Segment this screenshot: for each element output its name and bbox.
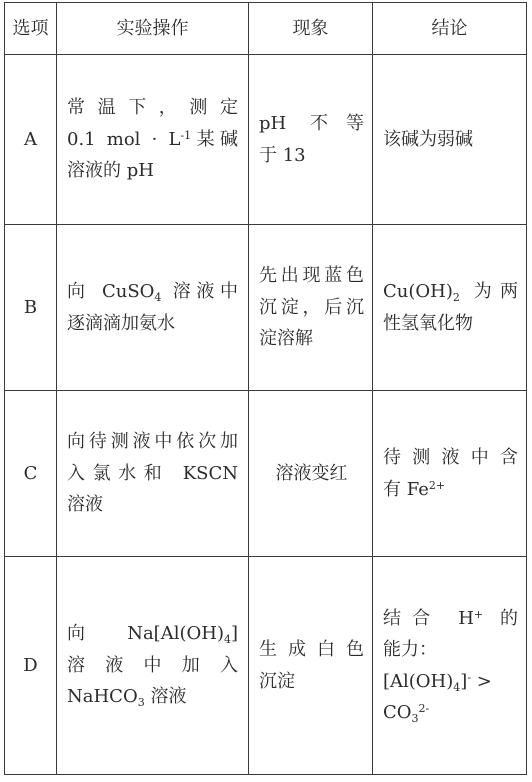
phenomenon-line: 淀溶解	[259, 328, 313, 350]
operation-line: 常温下，测定	[67, 97, 238, 119]
option-label: D	[5, 557, 57, 775]
operation-text: 溶液中	[161, 281, 238, 302]
conclusion-line: 该碱为弱碱	[383, 128, 473, 150]
operation-line	[67, 618, 238, 650]
phenomenon-cell	[249, 55, 373, 225]
conclusion-text: 为两	[459, 281, 518, 302]
phenomenon-line: 沉淀	[259, 670, 295, 692]
operation-cell	[57, 391, 249, 557]
conclusion-text: >	[471, 670, 492, 692]
operation-line	[67, 681, 238, 713]
superscript: 2-	[418, 702, 430, 715]
conclusion-text: CO	[383, 702, 412, 723]
table-row-d	[5, 557, 527, 775]
conclusion-text: 有 Fe	[383, 478, 429, 500]
superscript: 2+	[428, 478, 446, 492]
operation-line: 溶液	[67, 494, 103, 516]
operation-text: ]	[230, 623, 238, 645]
operation-cell	[57, 225, 249, 391]
conclusion-text: 的	[483, 607, 518, 629]
superscript: +	[473, 607, 484, 621]
phenomenon-cell	[249, 391, 373, 557]
operation-cell	[57, 55, 249, 225]
operation-text: 向 CuSO	[67, 281, 155, 302]
table-row-b	[5, 225, 527, 391]
conclusion-text: 结合 H	[383, 607, 474, 629]
conclusion-line: 性氢氧化物	[383, 312, 473, 334]
phenomenon-line: 生成白色	[259, 639, 364, 660]
experiment-table-container	[4, 2, 526, 774]
phenomenon-cell	[249, 225, 373, 391]
option-label: C	[5, 391, 57, 557]
operation-text: 向 Na[Al(OH)	[67, 623, 224, 645]
conclusion-cell	[373, 225, 527, 391]
phenomenon-line: 沉淀，后沉	[259, 296, 364, 318]
conclusion-cell	[373, 55, 527, 225]
conclusion-cell	[373, 391, 527, 557]
conclusion-line	[383, 276, 518, 308]
conclusion-line: 能力：	[383, 639, 437, 660]
phenomenon-line: 先出现蓝色	[259, 265, 364, 287]
operation-text: NaHCO	[67, 686, 138, 708]
header-phenomenon: 现象	[249, 3, 373, 55]
conclusion-text: Cu(OH)	[383, 281, 453, 302]
superscript: -	[467, 670, 472, 684]
option-label: B	[5, 225, 57, 391]
subscript: 4	[154, 291, 162, 304]
operation-text: 某碱	[191, 128, 238, 150]
header-conclusion: 结论	[373, 3, 527, 55]
option-label: A	[5, 55, 57, 225]
operation-line: 溶液的 pH	[67, 160, 154, 182]
header-operation: 实验操作	[57, 3, 249, 55]
header-option: 选项	[5, 3, 57, 55]
operation-line: 溶液中加入	[67, 654, 238, 676]
subscript: 4	[453, 680, 461, 694]
experiment-table	[4, 2, 527, 775]
operation-line	[67, 124, 238, 156]
superscript: -1	[180, 128, 192, 142]
table-header-row	[5, 3, 527, 55]
table-row-a	[5, 55, 527, 225]
conclusion-line	[383, 474, 518, 506]
table-row-c	[5, 391, 527, 557]
phenomenon-line: 溶液变红	[275, 462, 348, 484]
subscript: 3	[137, 696, 145, 710]
conclusion-line	[383, 666, 518, 698]
operation-text: 0.1 mol · L	[67, 128, 181, 150]
subscript: 3	[411, 712, 419, 725]
conclusion-line: 待测液中含	[383, 447, 518, 468]
operation-line: 入氯水和 KSCN	[67, 462, 238, 484]
subscript: 4	[223, 633, 231, 647]
operation-text: 溶液	[144, 686, 187, 708]
subscript: 2	[452, 291, 460, 304]
conclusion-text: ]	[460, 670, 468, 692]
conclusion-line	[383, 697, 518, 729]
phenomenon-line: pH 不等	[259, 113, 364, 134]
conclusion-cell	[373, 557, 527, 775]
operation-line	[67, 276, 238, 308]
operation-line: 向待测液中依次加	[67, 431, 238, 453]
operation-line: 逐滴滴加氨水	[67, 312, 175, 334]
phenomenon-line: 于 13	[259, 144, 306, 166]
conclusion-line	[383, 603, 518, 635]
phenomenon-cell	[249, 557, 373, 775]
operation-cell	[57, 557, 249, 775]
conclusion-text: [Al(OH)	[383, 670, 454, 692]
